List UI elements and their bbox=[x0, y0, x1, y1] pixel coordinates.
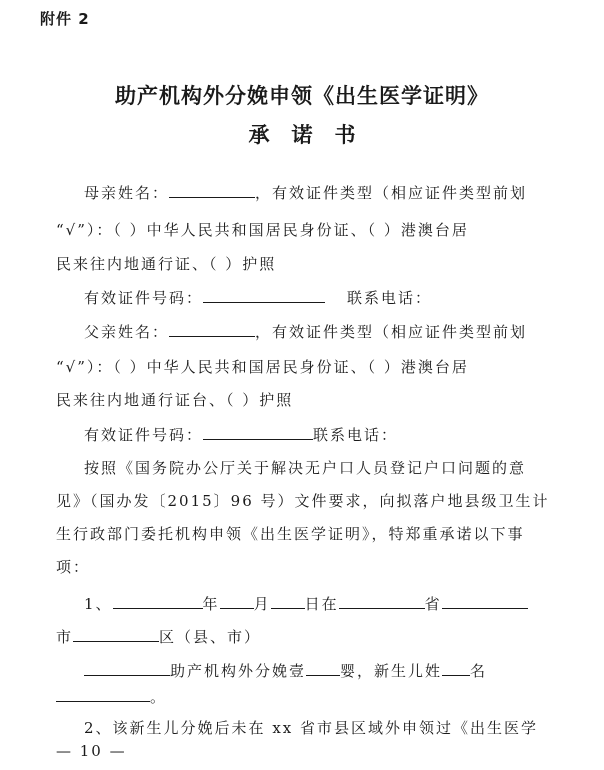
mother-name-label: 母亲姓名： bbox=[84, 184, 170, 202]
item1-number: 1、 bbox=[84, 595, 113, 613]
item2-line: 2、该新生儿分娩后未在 xx 省市县区域外申领过《出生医学 bbox=[84, 719, 539, 737]
year-blank bbox=[113, 593, 203, 609]
father-id-number-blank bbox=[203, 424, 313, 440]
mother-name-line bbox=[84, 182, 527, 203]
para-line-1: 按照《国务院办公厅关于解决无户口人员登记户口问题的意 bbox=[84, 459, 527, 477]
mother-id-number-blank bbox=[203, 287, 325, 303]
father-id-number-label: 有效证件号码： bbox=[84, 426, 204, 444]
month-blank bbox=[220, 593, 254, 609]
father-name-label: 父亲姓名： bbox=[84, 323, 170, 341]
period: 。 bbox=[150, 688, 168, 706]
father-name-line bbox=[84, 321, 527, 342]
child-full-name-blank bbox=[56, 686, 150, 702]
attachment-label: 附件 2 bbox=[40, 10, 90, 28]
sex-text: 婴，新生儿姓 bbox=[340, 662, 443, 680]
item1-date-line bbox=[84, 593, 528, 614]
day-blank bbox=[271, 593, 305, 609]
father-id-type-options: “√”）：（ ）中华人民共和国居民身份证、（ ）港澳台居 bbox=[56, 358, 469, 376]
birth-text: 助产机构外分娩壹 bbox=[170, 662, 307, 680]
item1-city-line bbox=[56, 626, 261, 647]
document-title: 助产机构外分娩申领《出生医学证明》 bbox=[115, 83, 489, 108]
father-phone-label: 联系电话： bbox=[313, 426, 399, 444]
mother-phone-label: 联系电话： bbox=[347, 289, 433, 307]
day-label: 日在 bbox=[304, 595, 339, 613]
para-line-3: 生行政部门委托机构申领《出生医学证明》，特郑重承诺以下事 bbox=[56, 525, 525, 543]
father-name-blank bbox=[169, 321, 255, 337]
mother-id-number-label: 有效证件号码： bbox=[84, 289, 204, 307]
district-blank bbox=[73, 626, 159, 642]
name-text: 名 bbox=[470, 662, 488, 680]
month-label: 月 bbox=[253, 595, 271, 613]
province-blank bbox=[339, 593, 425, 609]
city-label: 市 bbox=[56, 628, 74, 646]
item1-name-line bbox=[56, 686, 167, 707]
item1-birth-line bbox=[84, 660, 487, 681]
sex-blank bbox=[306, 660, 340, 676]
mother-name-blank bbox=[169, 182, 255, 198]
father-id-type-text: ，有效证件类型（相应证件类型前划 bbox=[255, 323, 528, 341]
father-passport-line: 民来往内地通行证台、（ ）护照 bbox=[56, 391, 294, 409]
city-blank-1 bbox=[442, 593, 528, 609]
father-id-number-line bbox=[84, 424, 398, 445]
mother-passport-line: 民来往内地通行证、（ ）护照 bbox=[56, 255, 277, 273]
province-label: 省 bbox=[424, 595, 442, 613]
para-line-4: 项： bbox=[56, 558, 91, 576]
document-subtitle: 承诺书 bbox=[248, 122, 378, 147]
mother-id-type-text: ，有效证件类型（相应证件类型前划 bbox=[255, 184, 528, 202]
institution-blank bbox=[84, 660, 170, 676]
year-label: 年 bbox=[202, 595, 220, 613]
child-name-blank bbox=[442, 660, 470, 676]
page-number: — 10 — bbox=[56, 742, 127, 760]
mother-id-type-options: “√”）：（ ）中华人民共和国居民身份证、（ ）港澳台居 bbox=[56, 221, 469, 239]
mother-id-number-line bbox=[84, 287, 432, 308]
district-label: 区（县、市） bbox=[159, 628, 262, 646]
para-line-2: 见》（国办发〔2015〕96 号）文件要求，向拟落户地县级卫生计 bbox=[56, 492, 550, 510]
